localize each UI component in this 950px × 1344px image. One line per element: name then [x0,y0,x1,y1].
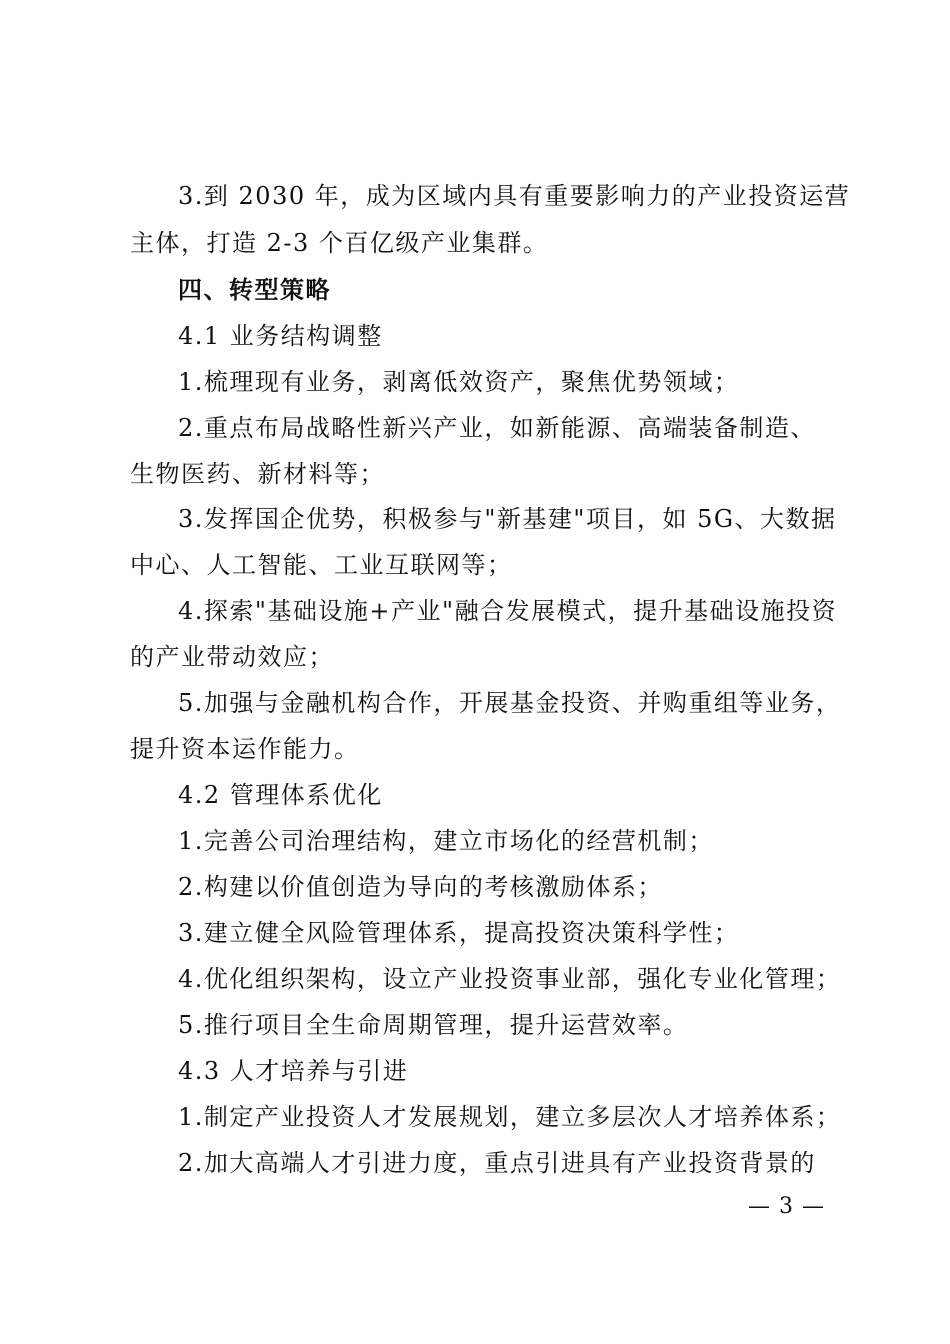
item-4-2-1: 1.完善公司治理结构，建立市场化的经营机制； [178,827,714,855]
item-4-1-2-line-1: 2.重点布局战略性新兴产业，如新能源、高端装备制造、 [178,414,816,442]
item-4-2-4: 4.优化组织架构，设立产业投资事业部，强化专业化管理； [178,965,842,993]
item-4-3-2-line-1: 2.加大高端人才引进力度，重点引进具有产业投资背景的 [178,1149,816,1177]
subheading-4-3: 4.3 人才培养与引进 [178,1057,409,1085]
item-4-1-4-line-2: 的产业带动效应； [130,643,334,671]
item-4-1-3-line-1: 3.发挥国企优势，积极参与"新基建"项目，如 5G、大数据 [178,505,837,533]
item-4-2-5: 5.推行项目全生命周期管理，提升运营效率。 [178,1011,689,1039]
subheading-4-1: 4.1 业务结构调整 [178,322,383,350]
item-4-1-5-line-1: 5.加强与金融机构合作，开展基金投资、并购重组等业务， [178,689,842,717]
item-4-2-3: 3.建立健全风险管理体系，提高投资决策科学性； [178,919,740,947]
item-4-1-5-line-2: 提升资本运作能力。 [130,735,360,763]
item-4-1-2-line-2: 生物医药、新材料等； [130,460,385,488]
item-4-1-1: 1.梳理现有业务，剥离低效资产，聚焦优势领域； [178,368,740,396]
item-4-1-3-line-2: 中心、人工智能、工业互联网等； [130,551,513,579]
subheading-4-2: 4.2 管理体系优化 [178,781,383,809]
section-heading-transformation-strategy: 四、转型策略 [178,275,331,304]
paragraph-goal-3-line-1: 3.到 2030 年，成为区域内具有重要影响力的产业投资运营 [178,182,851,210]
page-number: — 3 — [748,1194,825,1219]
item-4-3-1: 1.制定产业投资人才发展规划，建立多层次人才培养体系； [178,1103,842,1131]
item-4-2-2: 2.构建以价值创造为导向的考核激励体系； [178,873,663,901]
item-4-1-4-line-1: 4.探索"基础设施+产业"融合发展模式，提升基础设施投资 [178,597,838,625]
paragraph-goal-3-line-2: 主体，打造 2-3 个百亿级产业集群。 [130,229,549,257]
